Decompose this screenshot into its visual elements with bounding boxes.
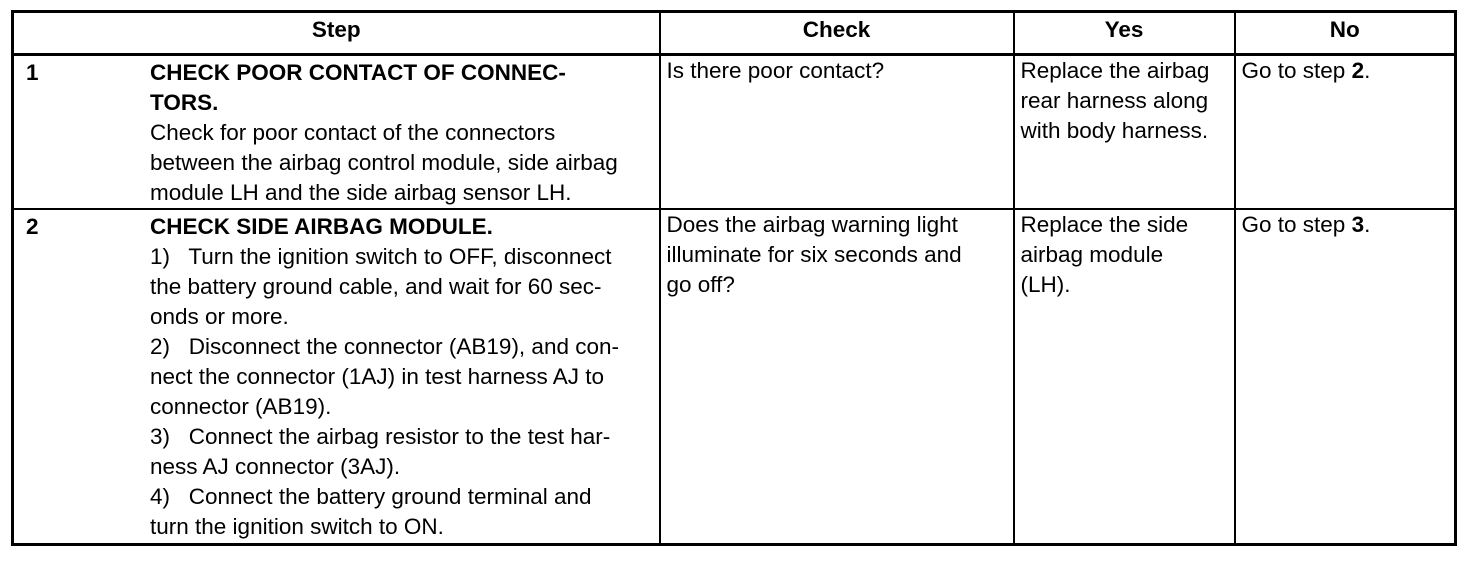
yes-text: (LH). bbox=[1020, 272, 1071, 297]
step-number: 2 bbox=[26, 214, 39, 239]
yes-cell bbox=[1014, 55, 1235, 210]
step-text: ness AJ connector (3AJ). bbox=[150, 454, 401, 479]
yes-text: Replace the side bbox=[1020, 212, 1189, 237]
check-cell bbox=[660, 55, 1014, 210]
step-text: between the airbag control module, side airbag bbox=[150, 150, 618, 175]
step-text: turn the ignition switch to ON. bbox=[150, 514, 444, 539]
no-step-ref: 3 bbox=[1351, 212, 1365, 237]
no-text-suffix: . bbox=[1364, 212, 1371, 237]
header-step: Step bbox=[13, 12, 660, 55]
no-cell bbox=[1235, 209, 1456, 545]
no-text-suffix: . bbox=[1364, 58, 1371, 83]
step-number: 1 bbox=[26, 60, 39, 85]
check-text: illuminate for six seconds and bbox=[666, 242, 962, 267]
step-body bbox=[150, 56, 653, 208]
step-title: CHECK SIDE AIRBAG MODULE. bbox=[150, 214, 493, 239]
step-text: nect the connector (1AJ) in test harness AJ to bbox=[150, 364, 604, 389]
header-row bbox=[13, 12, 1456, 55]
step-body bbox=[150, 210, 653, 542]
step-title: CHECK POOR CONTACT OF CONNEC- bbox=[150, 60, 566, 85]
check-text: go off? bbox=[666, 272, 735, 297]
no-text: Go to step bbox=[1241, 212, 1352, 237]
step-text: Check for poor contact of the connectors bbox=[150, 120, 556, 145]
check-text: Is there poor contact? bbox=[666, 58, 885, 83]
header-yes: Yes bbox=[1014, 12, 1235, 55]
diagnostic-table bbox=[11, 10, 1457, 546]
header-no: No bbox=[1235, 12, 1456, 55]
step-text: onds or more. bbox=[150, 304, 289, 329]
step-cell bbox=[13, 55, 660, 210]
step-text: 1) Turn the ignition switch to OFF, disconnect bbox=[150, 244, 612, 269]
step-title: TORS. bbox=[150, 90, 219, 115]
step-text: 4) Connect the battery ground terminal and bbox=[150, 484, 592, 509]
no-cell bbox=[1235, 55, 1456, 210]
no-step-ref: 2 bbox=[1351, 58, 1365, 83]
table-row bbox=[13, 55, 1456, 210]
yes-cell bbox=[1014, 209, 1235, 545]
yes-text: rear harness along bbox=[1020, 88, 1209, 113]
step-text: connector (AB19). bbox=[150, 394, 332, 419]
check-text: Does the airbag warning light bbox=[666, 212, 958, 237]
check-cell bbox=[660, 209, 1014, 545]
table-row bbox=[13, 209, 1456, 545]
yes-text: with body harness. bbox=[1020, 118, 1209, 143]
step-text: 3) Connect the airbag resistor to the test har- bbox=[150, 424, 611, 449]
step-cell bbox=[13, 209, 660, 545]
no-text: Go to step bbox=[1241, 58, 1352, 83]
yes-text: airbag module bbox=[1020, 242, 1164, 267]
step-text: module LH and the side airbag sensor LH. bbox=[150, 180, 572, 205]
header-check: Check bbox=[660, 12, 1014, 55]
yes-text: Replace the airbag bbox=[1020, 58, 1210, 83]
step-text: 2) Disconnect the connector (AB19), and con- bbox=[150, 334, 619, 359]
step-text: the battery ground cable, and wait for 60 sec- bbox=[150, 274, 602, 299]
